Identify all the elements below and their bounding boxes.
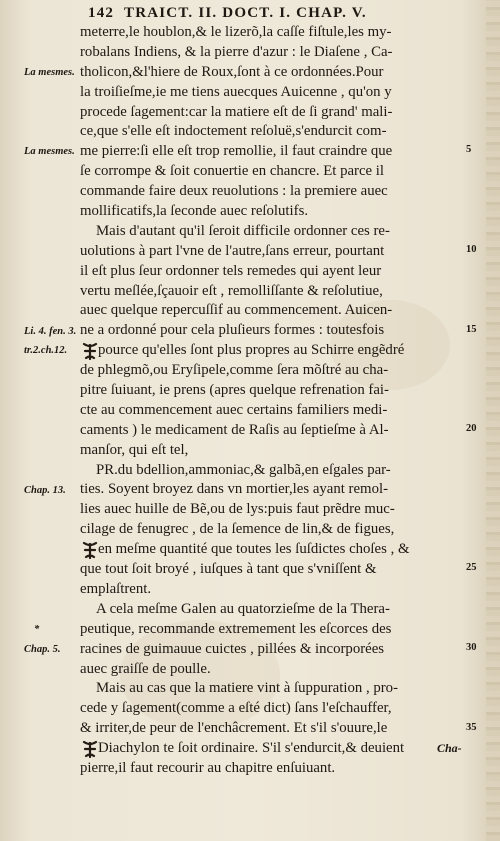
text-line: Mais d'autant qu'il ſeroit difficile ordonner ces re- — [96, 222, 390, 239]
line-number: 30 — [466, 641, 477, 653]
text-line: meterre,le houblon,& le lizerõ,la caſſe fiſtule,les my- — [80, 24, 392, 40]
text-line: ne a ordonné pour cela pluſieurs formes : toutesfois — [80, 322, 385, 339]
fleuron-icon — [82, 740, 98, 758]
margin-note: * — [34, 624, 40, 635]
margin-note: La mesmes. — [24, 146, 75, 158]
line-number: 25 — [466, 562, 477, 574]
margin-note: Chap. 5. — [24, 643, 61, 655]
text-line: emplaſtrent. — [80, 580, 152, 597]
margin-note: tr.2.ch.12. — [24, 345, 68, 357]
line-number: 15 — [466, 323, 477, 335]
running-header — [88, 3, 488, 25]
text-line: ties. Soyent broyez dans vn mortier,les ayant remol- — [80, 481, 389, 498]
text-line: il eſt plus ſeur ordonner tels remedes qui ayent leur — [80, 262, 382, 279]
text-line: caments ) le medicament de Raſis au ſeptieſme à Al- — [80, 421, 389, 438]
catchword: Cha- — [437, 741, 462, 755]
body-text — [80, 23, 478, 779]
text-line: & irriter,de peur de l'enchâcrement. Et s'il s'ouure,le — [80, 720, 388, 737]
fleuron-icon — [82, 541, 98, 559]
text-line: auec quelque repercuſſif au commencement. Auicen- — [80, 302, 393, 319]
text-line: vertu meſlée,ſçauoir eſt , remolliſſante & reſolutiue, — [80, 282, 383, 299]
text-line: PR.du bdellion,ammoniac,& galbã,en eſgales par- — [96, 461, 391, 478]
margin-note: Chap. 13. — [24, 484, 66, 496]
page-edge-gutter — [486, 0, 500, 841]
text-line: ſe corrompe & ſoit conuertie en chancre. Et parce il — [80, 163, 385, 180]
text-line: la troiſieſme,ie me tiens auecques Auicenne , qu'on y — [80, 83, 392, 100]
text-line: en meſme quantité que toutes les ſuſdictes choſes , & — [98, 541, 410, 558]
line-number: 5 — [466, 144, 472, 156]
text-line: mollificatifs,la ſeconde auec reſolutifs. — [80, 203, 309, 220]
text-line: manſor, qui eſt tel, — [80, 441, 189, 458]
text-line: ce,que s'elle eſt indoctement reſoluë,s'endurcit com- — [80, 123, 387, 140]
text-line: racines de guimauue cuictes , pillées & incorporées — [80, 640, 385, 657]
line-number: 20 — [466, 423, 477, 434]
text-line: cte au commencement auec certains familiers medi- — [80, 401, 388, 418]
text-line: A cela meſme Galen au quatorzieſme de la Thera- — [96, 600, 390, 617]
text-line: robalans Indiens, & la pierre d'azur : le Diaſene , Ca- — [80, 43, 393, 60]
margin-note: Li. 4. fen. 3. — [24, 325, 77, 337]
text-line: Diachylon te ſoit ordinaire. S'il s'endurcit,& deuient — [98, 740, 405, 757]
running-title: TRAICT. II. DOCT. I. CHAP. V. — [124, 5, 367, 21]
text-line: pource qu'elles ſont plus propres au Schirre engẽdré — [98, 342, 405, 359]
line-number: 10 — [466, 243, 477, 255]
text-line: de phlegmõ,ou Eryſipele,comme ſera mõſtré au cha- — [80, 362, 389, 379]
page-number: 142 — [88, 5, 115, 21]
text-line: peutique, recommande extremement les eſcorces des — [80, 620, 392, 637]
text-line: me pierre:ſi elle eſt trop remollie, il faut craindre que — [80, 143, 393, 160]
text-line: commande faire deux reuolutions : la premiere auec — [80, 183, 388, 200]
text-line: cilage de fenugrec , de la ſemence de lin,& de figues, — [80, 521, 395, 538]
line-number: 35 — [466, 721, 477, 733]
text-line: pitre ſuiuant, ie prens (apres quelque refrenation fai- — [80, 382, 389, 399]
text-line: pierre,il faut recourir au chapitre enſuiuant. — [80, 759, 336, 776]
text-line: procede ſagement:car la matiere eſt de ſi grand' mali- — [80, 103, 393, 120]
text-line: cede y ſagement(comme a eſté dict) ſans l'eſchauffer, — [80, 700, 392, 717]
text-line: tholicon,&l'hiere de Roux,ſont à ce ordonnées.Pour — [80, 63, 384, 80]
text-line: Mais au cas que la matiere vint à ſuppuration , pro- — [96, 680, 399, 697]
text-line: auec graiſſe de poulle. — [80, 660, 211, 677]
text-line: uolutions à part l'vne de l'autre,ſans erreur, pourtant — [80, 242, 385, 259]
text-line: lies auec huille de Bẽ,ou de lys:puis faut prẽdre muc- — [80, 501, 395, 518]
margin-note: La mesmes. — [24, 66, 75, 78]
text-line: que tout ſoit broyé , iuſques à tant que s'vniſſent & — [80, 561, 377, 578]
